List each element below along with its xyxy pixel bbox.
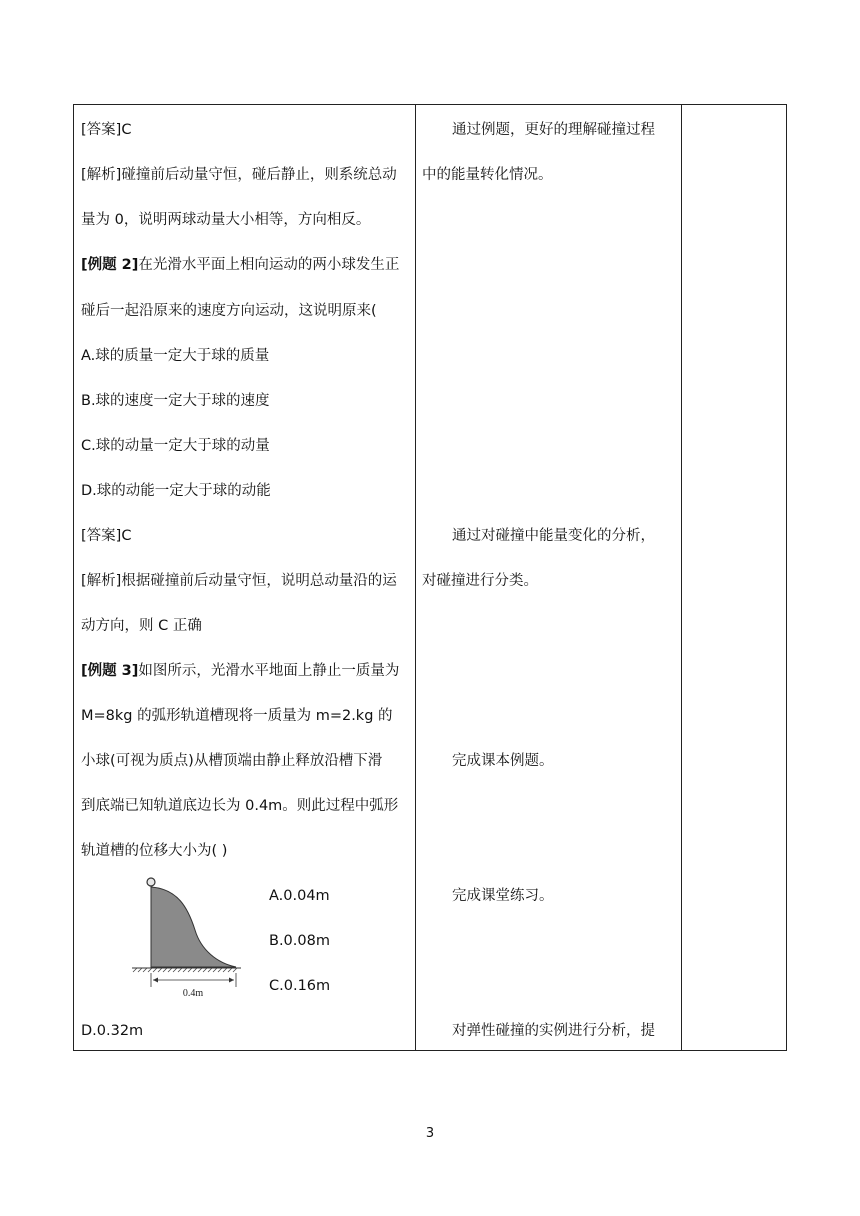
example-line: [例题 3]如图所示，光滑水平地面上静止一质量为 [81,663,400,679]
option-a: A.0.04m [269,888,330,904]
arc-track-figure [129,875,244,1000]
analysis-line: [解析]根据碰撞前后动量守恒，说明总动量沿的运 [81,573,397,589]
option-b: B.0.08m [269,933,330,949]
lesson-table [73,104,787,1051]
example-line: M=8kg 的弧形轨道槽现将一质量为 m=2.kg 的 [81,708,393,724]
option-c: C.0.16m [269,978,331,994]
example-line: 碰后一起沿原来的速度方向运动，这说明原来( [81,303,377,319]
answer-line: [答案]C [81,528,132,544]
note-line: 通过对碰撞中能量变化的分析， [452,528,655,544]
analysis-line: 量为 0，说明两球动量大小相等，方向相反。 [81,212,371,228]
page-number: 3 [425,1126,435,1141]
note-line: 中的能量转化情况。 [422,167,553,183]
option-a: A.球的质量一定大于球的质量 [81,348,270,364]
design-intent-column [415,105,681,1050]
example-line: 轨道槽的位移大小为( ) [81,843,228,859]
option-d: D.球的动能一定大于球的动能 [81,483,271,499]
remarks-column [681,105,786,1050]
analysis-line: [解析]碰撞前后动量守恒，碰后静止，则系统总动 [81,167,397,183]
example-tag: [例题 2] [81,257,139,273]
note-line: 对碰撞进行分类。 [422,573,538,589]
example-line: 到底端已知轨道底边长为 0.4m。则此过程中弧形 [81,798,399,814]
option-c: C.球的动量一定大于球的动量 [81,438,270,454]
answer-line: [答案]C [81,122,132,138]
note-line: 完成课本例题。 [452,753,554,769]
example-line: [例题 2]在光滑水平面上相向运动的两小球发生正 [81,257,400,273]
example-line: 小球(可视为质点)从槽顶端由静止释放沿槽下滑 [81,753,383,769]
option-b: B.球的速度一定大于球的速度 [81,393,270,409]
example-tag: [例题 3] [81,663,139,679]
option-d: D.0.32m [81,1023,144,1039]
note-line: 对弹性碰撞的实例进行分析，提 [452,1023,655,1039]
analysis-line: 动方向，则 C 正确 [81,618,202,634]
note-line: 完成课堂练习。 [452,888,554,904]
note-line: 通过例题，更好的理解碰撞过程 [452,122,655,138]
figure-length-label: 0.4m [182,988,204,999]
